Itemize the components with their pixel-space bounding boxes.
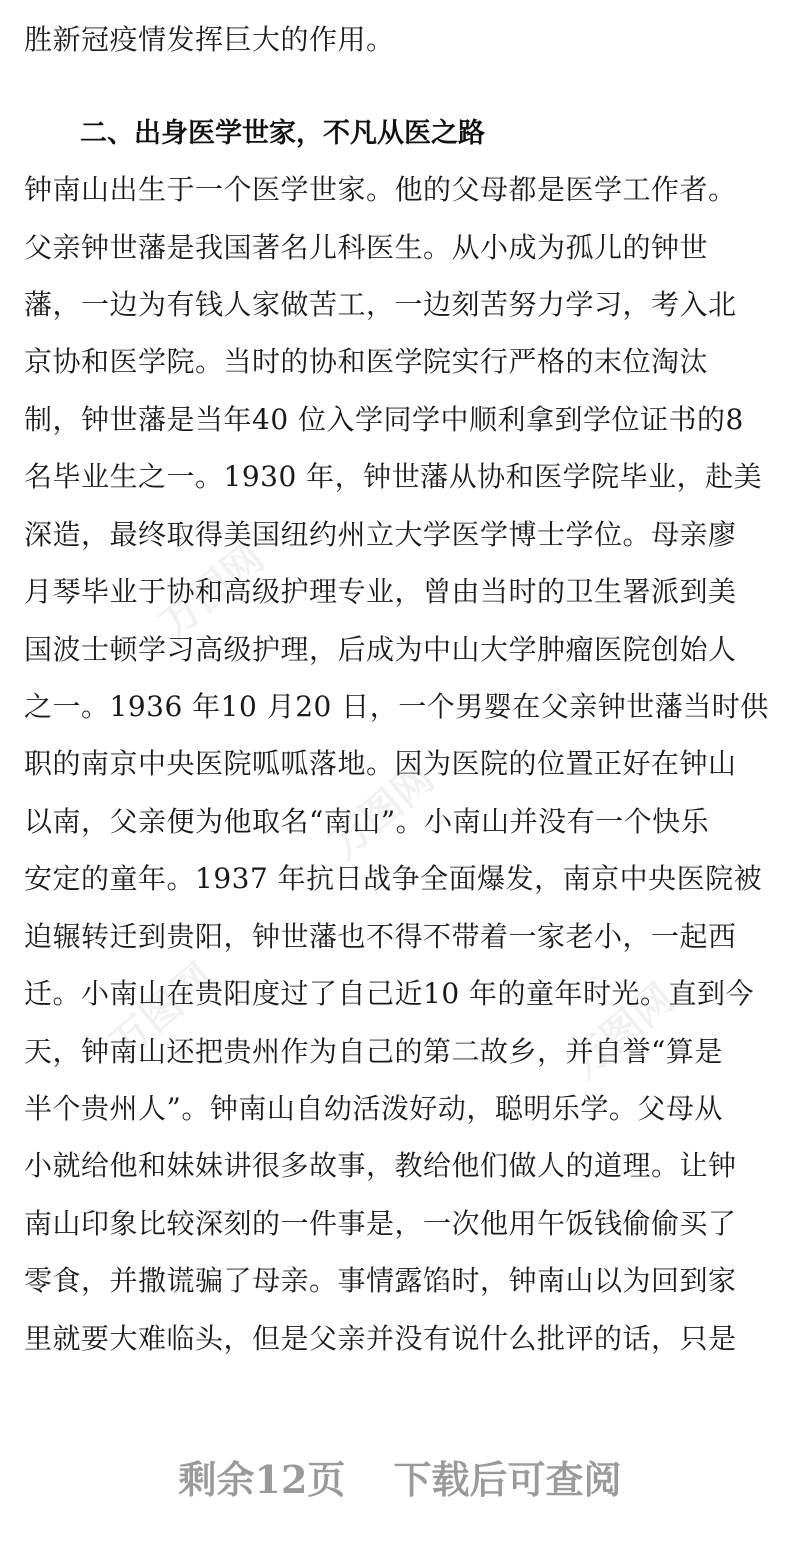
paragraph-line: 零食，并撒谎骗了母亲。事情露馅时，钟南山以为回到家 xyxy=(24,1264,737,1297)
paragraph-line: 南山印象比较深刻的一件事是，一次他用午饭钱偷偷买了 xyxy=(24,1207,737,1240)
section-heading: 二、出身医学世家，不凡从医之路 xyxy=(80,118,485,149)
download-to-view-label[interactable]: 下载后可查阅 xyxy=(393,1457,622,1502)
paragraph-line: 安定的童年。1937 年抗日战争全面爆发，南京中央医院被 xyxy=(24,862,763,895)
paragraph-line: 胜新冠疫情发挥巨大的作用。 xyxy=(24,23,395,56)
paragraph-line: 半个贵州人”。钟南山自幼活泼好动，聪明乐学。父母从 xyxy=(24,1092,723,1125)
paragraph-line: 月琴毕业于协和高级护理专业，曾由当时的卫生署派到美 xyxy=(24,575,737,608)
paragraph-line: 藩，一边为有钱人家做苦工，一边刻苦努力学习，考入北 xyxy=(24,288,737,321)
paragraph-line: 天，钟南山还把贵州作为自己的第二故乡，并自誉“算是 xyxy=(24,1035,723,1068)
watermark: 万图网 xyxy=(101,954,223,1068)
paragraph-line: 名毕业生之一。1930 年，钟世藩从协和医学院毕业，赴美 xyxy=(24,460,763,493)
paragraph-line: 国波士顿学习高级护理，后成为中山大学肿瘤医院创始人 xyxy=(24,633,737,666)
paragraph-line: 制，钟世藩是当年40 位入学同学中顺利拿到学位证书的8 xyxy=(24,403,744,436)
paragraph-line: 迫辗转迁到贵阳，钟世藩也不得不带着一家老小，一起西 xyxy=(24,920,737,953)
paragraph-line: 之一。1936 年10 月20 日，一个男婴在父亲钟世藩当时供 xyxy=(24,690,769,723)
paragraph-line: 钟南山出生于一个医学世家。他的父母都是医学工作者。 xyxy=(24,173,737,206)
paragraph-line: 迁。小南山在贵阳度过了自己近10 年的童年时光。直到今 xyxy=(24,977,755,1010)
watermark: 万图网 xyxy=(561,974,683,1088)
paragraph-line: 以南，父亲便为他取名“南山”。小南山并没有一个快乐 xyxy=(24,805,710,838)
paragraph-line: 职的南京中央医院呱呱落地。因为医院的位置正好在钟山 xyxy=(24,747,737,780)
remaining-pages-label: 剩余12页 xyxy=(178,1457,346,1502)
paragraph-line: 京协和医学院。当时的协和医学院实行严格的末位淘汰 xyxy=(24,345,709,378)
download-prompt[interactable] xyxy=(0,1452,800,1508)
paragraph-line: 深造，最终取得美国纽约州立大学医学博士学位。母亲廖 xyxy=(24,518,737,551)
paragraph-line: 父亲钟世藩是我国著名儿科医生。从小成为孤儿的钟世 xyxy=(24,231,709,264)
watermark: 万图网 xyxy=(321,754,443,868)
paragraph-line: 里就要大难临头，但是父亲并没有说什么批评的话，只是 xyxy=(24,1322,737,1355)
watermark: 万图网 xyxy=(151,534,273,648)
paragraph-line: 小就给他和妹妹讲很多故事，教给他们做人的道理。让钟 xyxy=(24,1149,737,1182)
